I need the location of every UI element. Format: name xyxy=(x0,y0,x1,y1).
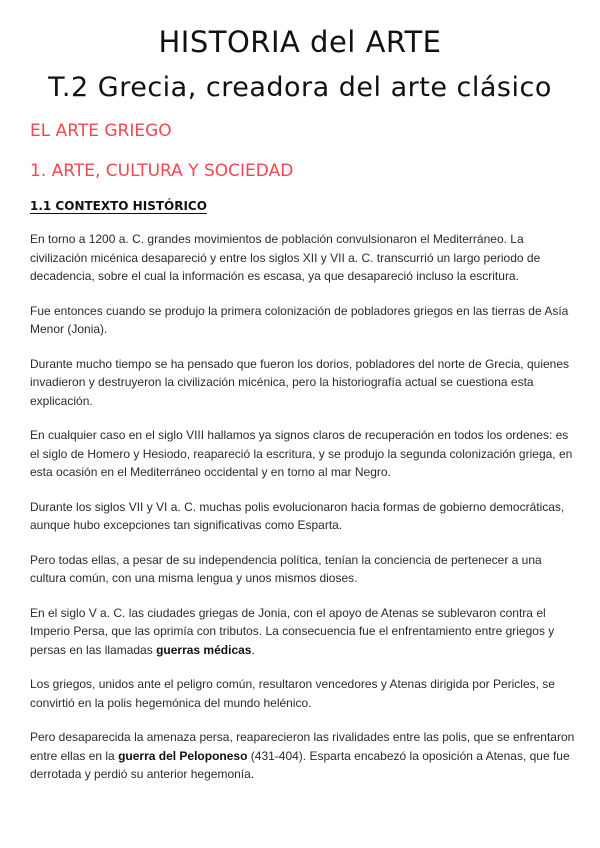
paragraph: Durante mucho tiempo se ha pensado que fueron los dorios, pobladores del norte de Grecia, quienes invadieron y destruyeron la civilización micénica, pero la historiografía actual se cuestiona esta explicación. xyxy=(30,356,570,408)
body-text xyxy=(30,230,575,800)
paragraph-text: . xyxy=(251,642,255,657)
paragraph: En cualquier caso en el siglo VIII hallamos ya signos claros de recuperación en todos los ordenes: es el siglo de Homero y Hesiodo, reapareció la escritura, y se produjo la segunda colonización griega, en esta ocasión en el Mediterráneo occidental y en torno al mar Negro. xyxy=(30,428,573,479)
document-title: HISTORIA del ARTE xyxy=(158,25,442,59)
bold-term-guerras-medicas: guerras médicas xyxy=(156,642,252,657)
paragraph: En torno a 1200 a. C. grandes movimientos de población convulsionaron el Mediterráneo. La civilización micénica desapareció y entre los siglos XII y VII a. C. transcurrió un largo periodo de decadencia, sobre el cual la información es escasa, ya que desapareció incluso la escritura. xyxy=(30,232,541,283)
paragraph xyxy=(30,728,575,784)
paragraph-text: (431-404). Esparta encabezó la oposición a Atenas, que fue derrotada y perdió su anterior hegemonía. xyxy=(30,748,570,781)
paragraph-text: Pero desaparecida la amenaza persa, reaparecieron las rivalidades entre las polis, que se enfrentaron entre ellas en la xyxy=(30,730,575,763)
main-heading: EL ARTE GRIEGO xyxy=(30,121,172,141)
subsection-heading xyxy=(30,197,207,215)
paragraph xyxy=(30,604,575,660)
paragraph: Pero todas ellas, a pesar de su independencia política, tenían la conciencia de pertenecer a una cultura común, con una misma lengua y unos mismos dioses. xyxy=(30,552,542,585)
paragraph: Fue entonces cuando se produjo la primera colonización de pobladores griegos en las tierras de Asía Menor (Jonia). xyxy=(30,303,569,336)
bold-term-guerra-peloponeso: guerra del Peloponeso xyxy=(118,748,248,763)
paragraph: Los griegos, unidos ante el peligro común, resultaron vencedores y Atenas dirigida por Pericles, se convirtió en la polis hegemónica del mundo helénico. xyxy=(30,677,555,710)
subsection-heading-text: 1.1 CONTEXTO HISTÓRICO xyxy=(30,199,207,213)
document-subtitle: T.2 Grecia, creadora del arte clásico xyxy=(48,72,552,103)
paragraph: Durante los siglos VII y VI a. C. muchas polis evolucionaron hacia formas de gobierno democráticas, aunque hubo excepciones tan significativas como Esparta. xyxy=(30,499,565,532)
chapter-heading: 1. ARTE, CULTURA Y SOCIEDAD xyxy=(30,161,294,181)
paragraph-text: En el siglo V a. C. las ciudades griegas de Jonia, con el apoyo de Atenas se sublevaron contra el Imperio Persa, que las oprimía con tributos. La consecuencia fue el enfrentamiento entre griegos y persas en las llamadas xyxy=(30,605,555,657)
